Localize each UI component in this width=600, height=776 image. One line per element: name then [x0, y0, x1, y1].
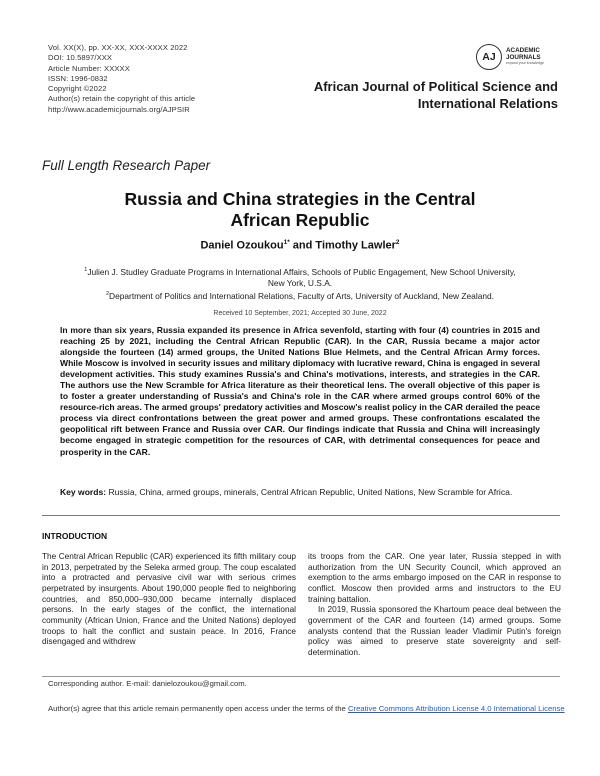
journal-name: African Journal of Political Science and International Relations [313, 79, 558, 111]
paragraph: In 2019, Russia sponsored the Khartoum peace deal between the government of the CAR and fourteen (14) armed groups. Some analysts contend that the Russian leader Vladimir Putin's foreign policy was aimed to preserve state sovereignty and self-determination. [308, 605, 561, 657]
paper-type: Full Length Research Paper [42, 158, 211, 173]
keywords [60, 487, 540, 498]
logo-name: ACADEMIC JOURNALS [506, 47, 541, 61]
keywords-text: Russia, China, armed groups, minerals, Central African Republic, United Nations, New Scramble for Africa. [106, 487, 513, 497]
article-number-line: Article Number: XXXXX [48, 63, 130, 73]
author-1: Daniel Ozoukou [200, 239, 284, 252]
footnote-divider [42, 676, 560, 677]
received-dates: Received 10 September, 2021; Accepted 30 June, 2022 [213, 310, 387, 317]
corresponding-author: Corresponding author. E-mail: danielozoukou@gmail.com. [48, 679, 247, 688]
paragraph: The Central African Republic (CAR) experienced its fifth military coup in 2013, perpetrated by the Seleka armed group. The coup escalated into a protracted and pervasive civil war with serious crimes perpetrated by insurgents. About 190,000 people fled to neighboring countries, and 850,000–930,000 became internally displaced persons. In the early stages of the conflict, the international community (African Union, France and the United Nations) deployed troops to halt the conflict and sustain peace. In 2016, France disengaged and withdrew [42, 552, 296, 647]
paper-title: Russia and China strategies in the Central African Republic [124, 189, 476, 230]
license-notice: Author(s) agree that this article remain permanently open access under the terms of the Creative Commons Attribution License 4.0 International License [48, 704, 565, 713]
logo-tagline: expand your knowledge [506, 61, 544, 65]
keywords-label: Key words: [60, 487, 107, 497]
volume-line: Vol. XX(X), pp. XX-XX, XXX-XXXX 2022 [48, 43, 188, 52]
abstract: In more than six years, Russia expanded its presence in Africa sevenfold, starting with four (4) countries in 2015 and reaching 25 by 2021, including the Central African Republic (CAR). In the CAR, Russia became a major actor alongside the fourteen (14) armed groups, the United Nations Blue Helmets, and the Central African Army forces. While Moscow is involved in security issues and military diplomacy with lucrative reward, China is engaged in several development activities. This study examines Russia's and China's motivations, interests, and strategies in the CAR. The authors use the New Scramble for Africa literature as their theoretical lens. The overall objective of this paper is to foster a greater understanding of Russia's and China's role in the CAR where armed groups control 60% of the resource-rich areas. The armed groups' predatory activities and Moscow's realist policy in the CAR derailed the peace process via direct confrontations between the great power and armed groups. These confrontations escalated the geopolitical rift between France and Russia over CAR. Our findings indicate that Russia and China will increasingly become engaged in strategic competition for the resources of CAR, with detrimental consequences for peace and prosperity in the CAR. [60, 325, 540, 457]
body-column-right [308, 552, 561, 659]
affiliation-2: $^2$Department of Politics and International Relations, Faculty of Arts, University of Auckland, New Zealand. [105, 290, 495, 301]
doi-line: DOI: 10.5897/XXX [48, 53, 113, 63]
rights-line: Author(s) retain the copyright of this article [48, 94, 196, 104]
author-list: Daniel Ozoukou$^{1*}$ and Timothy Lawler$^2$ [200, 239, 400, 252]
aj-logo-icon: AJ [476, 44, 502, 70]
affiliation-1: $^1$Julien J. Studley Graduate Programs in International Affairs, Schools of Public Engagement, New School University, New York, U.S.A. [84, 266, 516, 289]
article-metadata [48, 43, 195, 115]
journal-url[interactable]: http://www.academicjournals.org/AJPSIR [48, 104, 190, 114]
author-2: and Timothy Lawler [289, 239, 396, 252]
paragraph: its troops from the CAR. One year later, Russia stepped in with authorization from the UN Security Council, which approved an exemption to the arms embargo imposed on the CAR in response to conflict. Moscow then provided arms and instructors to the EU training battalion. [308, 552, 561, 604]
issn-line: ISSN: 1996-0832 [48, 73, 108, 83]
copyright-line: Copyright ©2022 [48, 84, 107, 94]
body-column-left [42, 552, 296, 648]
section-heading-introduction: INTRODUCTION [42, 531, 108, 541]
academic-journals-logo [476, 44, 562, 72]
license-link[interactable]: Creative Commons Attribution License 4.0 International License [347, 704, 565, 713]
section-divider [42, 515, 560, 516]
